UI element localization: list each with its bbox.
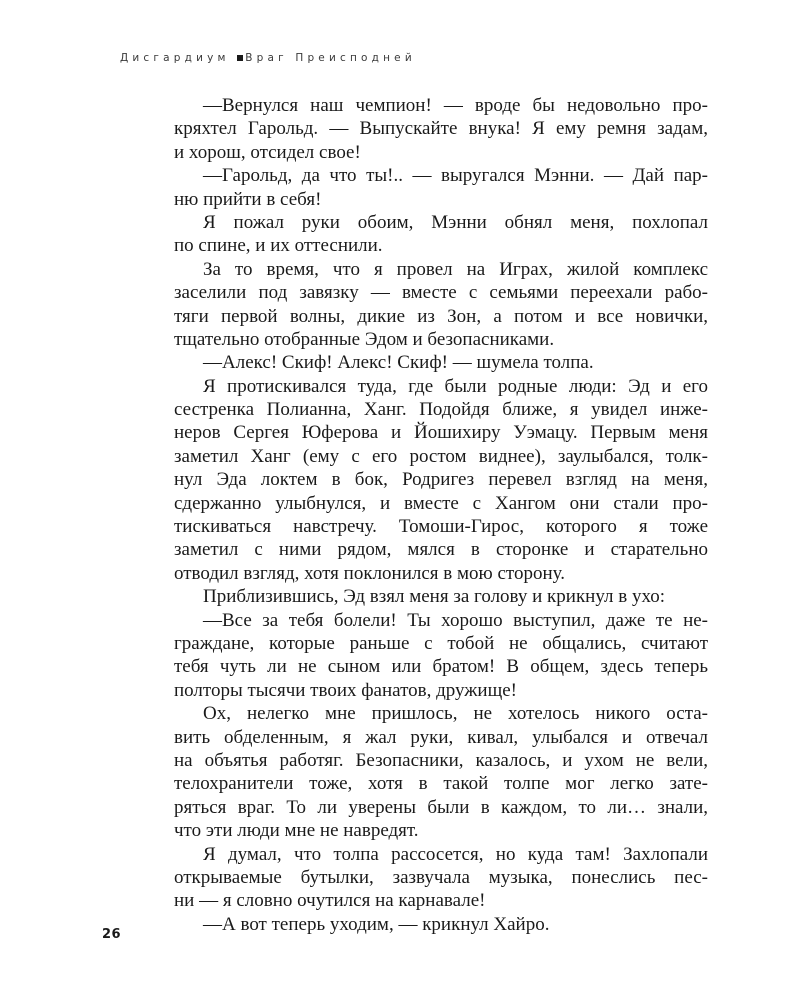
paragraph bbox=[174, 585, 708, 608]
paragraph bbox=[174, 164, 708, 211]
text-line: и хорош, отсидел свое! bbox=[174, 141, 361, 163]
text-line: —Гарольд, да что ты!.. — выругался Мэнни. — Дай пар- bbox=[203, 165, 708, 187]
text-line: —А вот теперь уходим, — крикнул Хайро. bbox=[203, 913, 550, 935]
text-line: открываемые бутылки, зазвучала музыка, понеслись пес- bbox=[174, 866, 708, 888]
text-line: что эти люди мне не навредят. bbox=[174, 820, 419, 842]
text-line: Я пожал руки обоим, Мэнни обнял меня, похлопал bbox=[203, 211, 708, 233]
running-head-author: Дисгардиум bbox=[120, 52, 230, 64]
text-line: вить обделенным, я жал руки, кивал, улыбался и отвечал bbox=[174, 726, 708, 748]
text-line: нул Эда локтем в бок, Родригез перевел взгляд на меня, bbox=[174, 469, 708, 491]
paragraph bbox=[174, 843, 708, 913]
text-line: по спине, и их оттеснили. bbox=[174, 235, 383, 257]
paragraph bbox=[174, 258, 708, 352]
text-line: Я думал, что толпа рассосется, но куда там! Захлопали bbox=[203, 843, 708, 865]
text-line: тщательно отобранные Эдом и безопасниками. bbox=[174, 328, 555, 350]
text-line: заметил Ханг (ему с его ростом виднее), заулыбался, толк- bbox=[174, 445, 708, 467]
text-line: неров Сергея Юферова и Йошихиру Уэмацу. Первым меня bbox=[174, 422, 708, 444]
text-line: Приблизившись, Эд взял меня за голову и крикнул в ухо: bbox=[203, 586, 666, 608]
text-line: сдержанно улыбнулся, и вместе с Хангом они стали про- bbox=[174, 492, 708, 514]
paragraph bbox=[174, 94, 708, 164]
text-line: ни — я словно очутился на карнавале! bbox=[174, 890, 486, 912]
text-line: тяги первой волны, дикие из Зон, а потом и все новички, bbox=[174, 305, 708, 327]
running-head-separator bbox=[237, 55, 243, 61]
running-head bbox=[120, 52, 416, 64]
text-line: Ох, нелегко мне пришлось, не хотелось никого оста- bbox=[203, 703, 708, 725]
page-number: 26 bbox=[102, 927, 122, 942]
running-head-title: Враг Преисподней bbox=[245, 52, 416, 64]
text-line: Я протискивался туда, где были родные люди: Эд и его bbox=[203, 375, 708, 397]
paragraph bbox=[174, 702, 708, 842]
text-line: тискиваться навстречу. Томоши-Гирос, которого я тоже bbox=[174, 516, 708, 538]
paragraph bbox=[174, 351, 708, 374]
text-line: За то время, что я провел на Играх, жилой комплекс bbox=[203, 258, 708, 280]
text-line: тебя чуть ли не сыном или братом! В общем, здесь теперь bbox=[174, 656, 708, 678]
text-line: отводил взгляд, хотя поклонился в мою сторону. bbox=[174, 562, 565, 584]
text-line: телохранители тоже, хотя в такой толпе мог легко зате- bbox=[174, 773, 708, 795]
paragraph bbox=[174, 375, 708, 586]
text-line: —Все за тебя болели! Ты хорошо выступил, даже те не- bbox=[203, 609, 708, 631]
paragraph bbox=[174, 913, 708, 936]
text-line: заметил с ними рядом, мялся в сторонке и старательно bbox=[174, 539, 708, 561]
text-line: ню прийти в себя! bbox=[174, 188, 322, 210]
text-line: сестренка Полианна, Ханг. Подойдя ближе, я увидел инже- bbox=[174, 399, 708, 421]
text-line: полторы тысячи твоих фанатов, дружище! bbox=[174, 679, 517, 701]
paragraph bbox=[174, 609, 708, 703]
text-line: заселили под завязку — вместе с семьями переехали рабо- bbox=[174, 282, 708, 304]
body-text bbox=[174, 94, 708, 936]
text-line: граждане, которые раньше с тобой не общались, считают bbox=[174, 632, 708, 654]
text-line: на объятья работяг. Безопасники, казалось, и ухом не вели, bbox=[174, 749, 708, 771]
text-line: —Вернулся наш чемпион! — вроде бы недовольно про- bbox=[203, 95, 708, 116]
text-line: кряхтел Гарольд. — Выпускайте внука! Я ему ремня задам, bbox=[174, 118, 708, 140]
text-line: ряться враг. То ли уверены были в каждом, то ли… знали, bbox=[174, 796, 708, 818]
paragraph bbox=[174, 211, 708, 258]
text-line: —Алекс! Скиф! Алекс! Скиф! — шумела толпа. bbox=[203, 352, 594, 374]
